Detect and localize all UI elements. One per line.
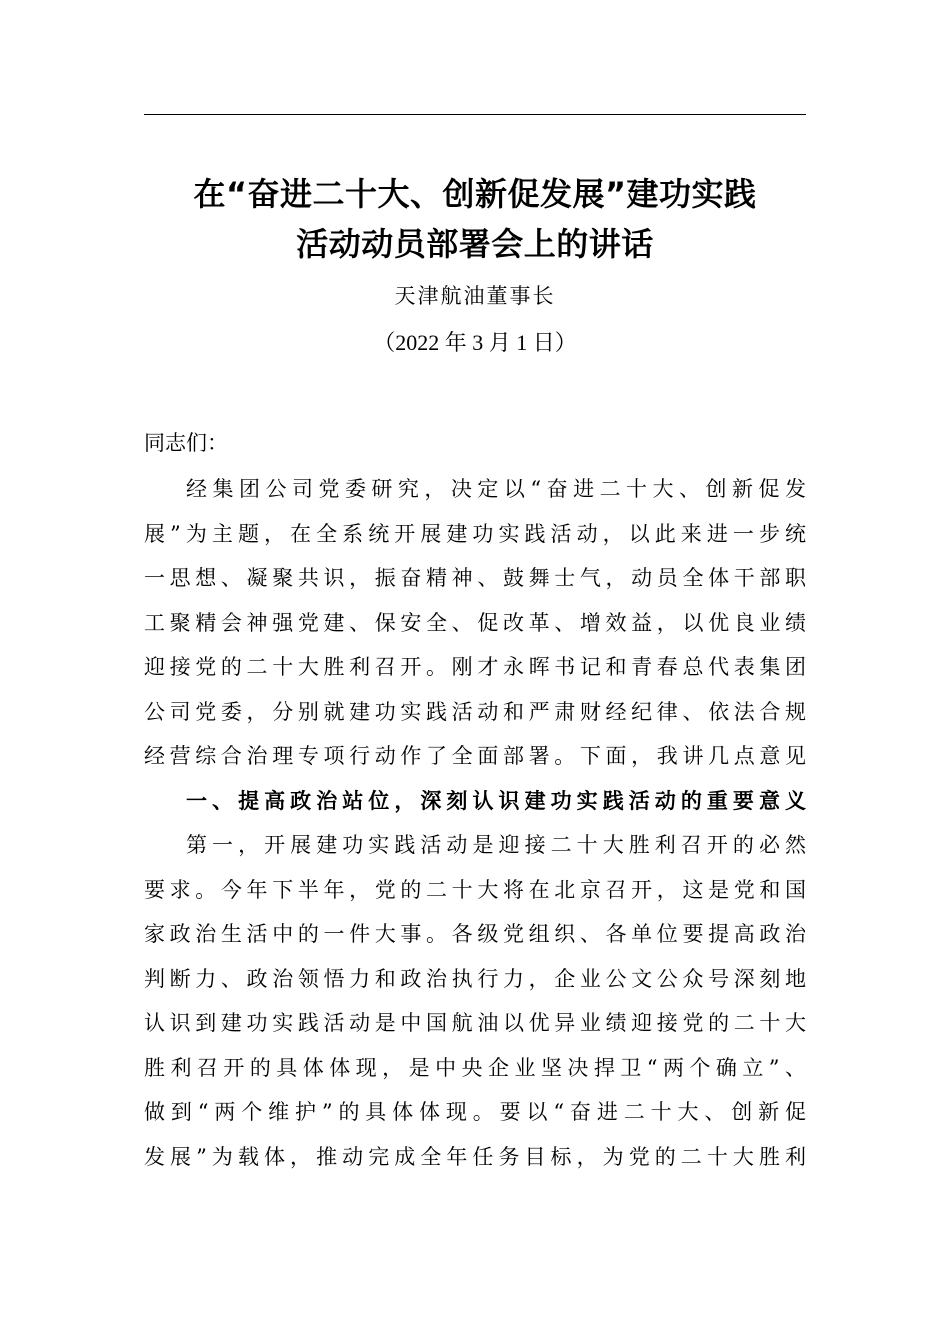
paragraph-1-line: 工聚精会神强党建、保安全、促改革、增效益，以优良业绩: [144, 611, 806, 635]
document-title-line-2: 活动动员部署会上的讲话: [296, 225, 654, 263]
date-line: （2022 年 3 月 1 日）: [373, 330, 577, 355]
salutation: 同志们：: [144, 431, 228, 455]
header-rule: [144, 114, 806, 115]
paragraph-2-line: 做到“两个维护”的具体体现。要以“奋进二十大、创新促: [144, 1100, 806, 1124]
paragraph-2-line: 家政治生活中的一件大事。各级党组织、各单位要提高政治: [144, 922, 806, 946]
paragraph-2-line: 要求。今年下半年，党的二十大将在北京召开，这是党和国: [144, 878, 806, 902]
paragraph-2-line: 胜利召开的具体体现，是中央企业坚决捍卫“两个确立”、: [144, 1056, 806, 1080]
paragraph-1-line: 迎接党的二十大胜利召开。刚才永晖书记和青春总代表集团: [144, 655, 806, 679]
paragraph-1-line: 展”为主题，在全系统开展建功实践活动，以此来进一步统: [144, 522, 806, 546]
paragraph-2-line: 第一，开展建功实践活动是迎接二十大胜利召开的必然: [186, 833, 806, 857]
paragraph-1-line: 经营综合治理专项行动作了全面部署。下面，我讲几点意见: [144, 744, 806, 768]
paragraph-1-line: 一思想、凝聚共识，振奋精神、鼓舞士气，动员全体干部职: [144, 566, 806, 590]
document-title-line-1: 在“奋进二十大、创新促发展”建功实践: [193, 175, 757, 213]
paragraph-2-line: 认识到建功实践活动是中国航油以优异业绩迎接党的二十大: [144, 1011, 806, 1035]
paragraph-2-line: 判断力、政治领悟力和政治执行力，企业公文公众号深刻地: [144, 967, 806, 991]
paragraph-1-line: 经集团公司党委研究，决定以“奋进二十大、创新促发: [186, 477, 806, 501]
paragraph-1-line: 公司党委，分别就建功实践活动和严肃财经纪律、依法合规: [144, 700, 806, 724]
section-heading-1: 一、提高政治站位，深刻认识建功实践活动的重要意义: [186, 789, 806, 813]
paragraph-2-line: 发展”为载体，推动完成全年任务目标，为党的二十大胜利: [144, 1145, 806, 1169]
author-line: 天津航油董事长: [394, 284, 556, 308]
